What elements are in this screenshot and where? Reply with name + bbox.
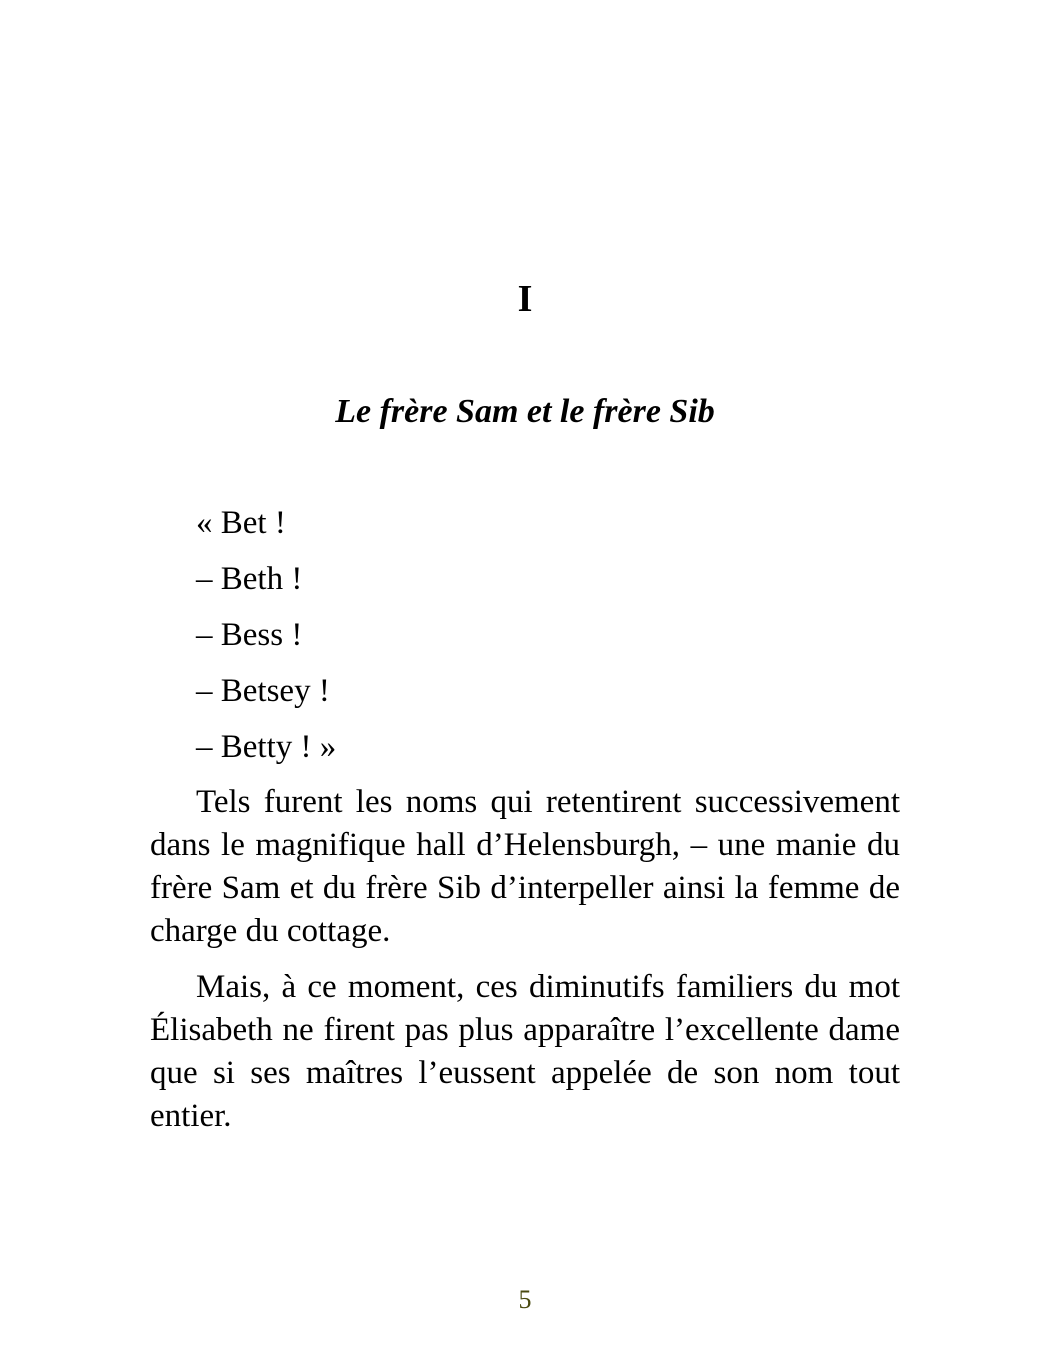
chapter-number: I [517, 278, 533, 320]
dialogue-line: – Betty ! » [196, 729, 337, 765]
page-number: 5 [518, 1285, 532, 1314]
paragraph: Mais, à ce moment, ces diminutifs familiers du mot Élisabeth ne firent pas plus apparaître l’excellente dame que si ses maîtres l’eussent appelée de son nom tout entier. [150, 969, 900, 1134]
dialogue-line: – Bess ! [196, 617, 303, 653]
chapter-text [150, 501, 900, 1151]
dialogue-line: « Bet ! [196, 505, 286, 541]
paragraph: Tels furent les noms qui retentirent successivement dans le magnifique hall d’Helensburgh, – une manie du frère Sam et du frère Sib d’interpeller ainsi la femme de charge du cottage. [150, 784, 900, 949]
dialogue-line: – Betsey ! [196, 673, 330, 709]
chapter-title: Le frère Sam et le frère Sib [335, 393, 715, 430]
dialogue-line: – Beth ! [196, 561, 303, 597]
